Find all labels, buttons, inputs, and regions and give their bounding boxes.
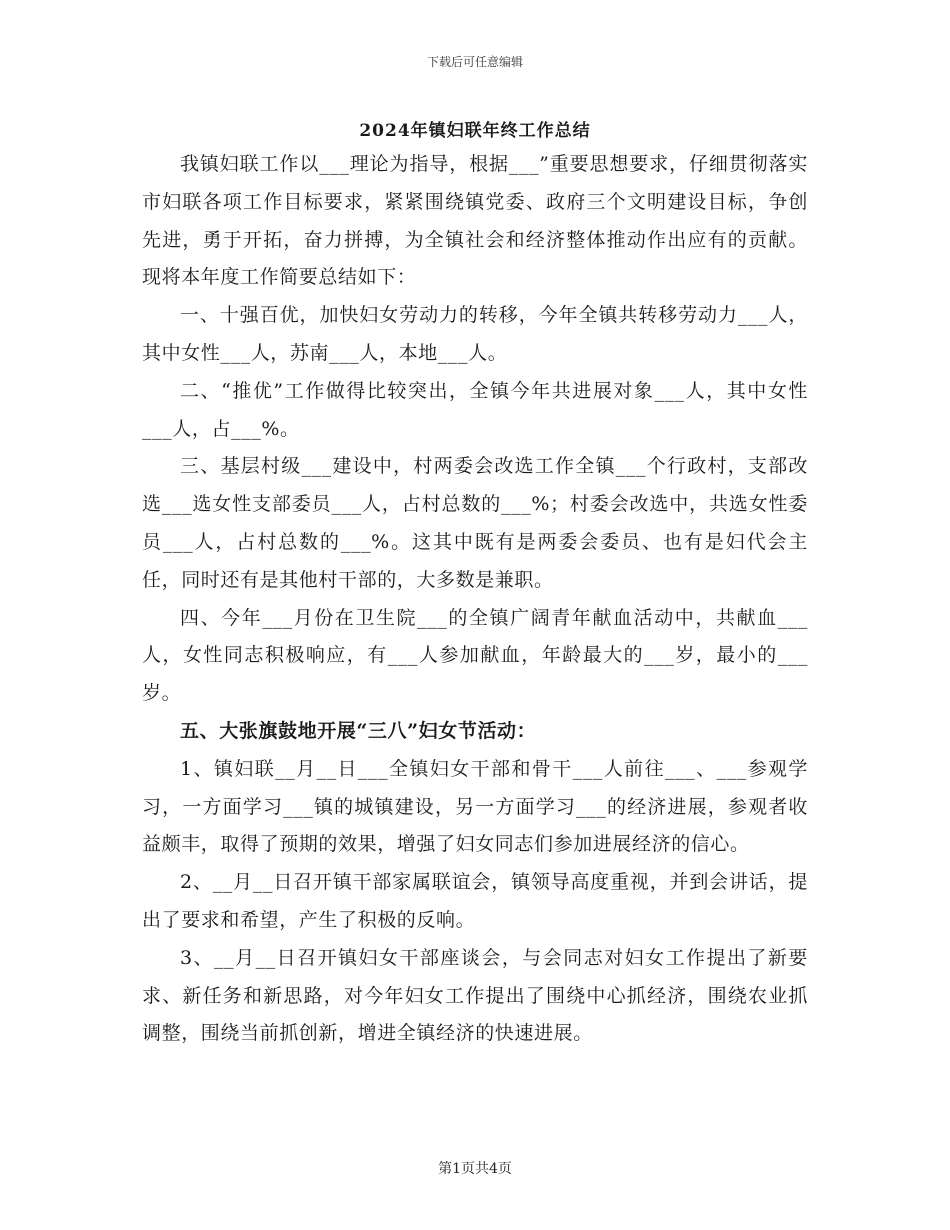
paragraph-item-1: 一、十强百优，加快妇女劳动力的转移，今年全镇共转移劳动力___人，其中女性___人，苏南___人，本地___人。 bbox=[142, 304, 808, 364]
document-body bbox=[142, 146, 808, 1053]
page-header-note: 下载后可任意编辑 bbox=[426, 55, 523, 69]
paragraph-item-2: 二、“推优”工作做得比较突出，全镇今年共进展对象___人，其中女性___人，占___%。 bbox=[142, 379, 808, 440]
paragraph-item-4: 四、今年___月份在卫生院___的全镇广阔青年献血活动中，共献血___人，女性同志积极响应，有___人参加献血，年龄最大的___岁，最小的___岁。 bbox=[142, 606, 808, 705]
paragraph-subitem-3: 3、__月__日召开镇妇女干部座谈会，与会同志对妇女工作提出了新要求、新任务和新思路，对今年妇女工作提出了围绕中心抓经济，围绕农业抓调整，围绕当前抓创新，增进全镇经济的快速进展。 bbox=[142, 946, 808, 1045]
paragraph-intro: 我镇妇联工作以___理论为指导，根据___”重要思想要求，仔细贯彻落实市妇联各项工作目标要求，紧紧围绕镇党委、政府三个文明建设目标，争创先进，勇于开拓，奋力拼搏，为全镇社会和经济整体推动作出应有的贡献。现将本年度工作简要总结如下： bbox=[142, 153, 808, 289]
document-title: 2024年镇妇联年终工作总结 bbox=[359, 121, 591, 141]
page-number-footer: 第1页共4页 bbox=[438, 1161, 512, 1177]
section-heading-5: 五、大张旗鼓地开展“三八”妇女节活动： bbox=[180, 719, 537, 742]
paragraph-item-3: 三、基层村级___建设中，村两委会改选工作全镇___个行政村，支部改选___选女性支部委员___人，占村总数的___%；村委会改选中，共选女性委员___人，占村总数的___%。这其中既有是两委会委员、也有是妇代会主任，同时还有是其他村干部的，大多数是兼职。 bbox=[142, 455, 808, 591]
paragraph-subitem-2: 2、__月__日召开镇干部家属联谊会，镇领导高度重视，并到会讲话，提出了要求和希望，产生了积极的反响。 bbox=[142, 871, 808, 931]
paragraph-subitem-1: 1、镇妇联__月__日___全镇妇女干部和骨干___人前往___、___参观学习，一方面学习___镇的城镇建设，另一方面学习___的经济进展，参观者收益颇丰，取得了预期的效果，增强了妇女同志们参加进展经济的信心。 bbox=[142, 757, 808, 856]
